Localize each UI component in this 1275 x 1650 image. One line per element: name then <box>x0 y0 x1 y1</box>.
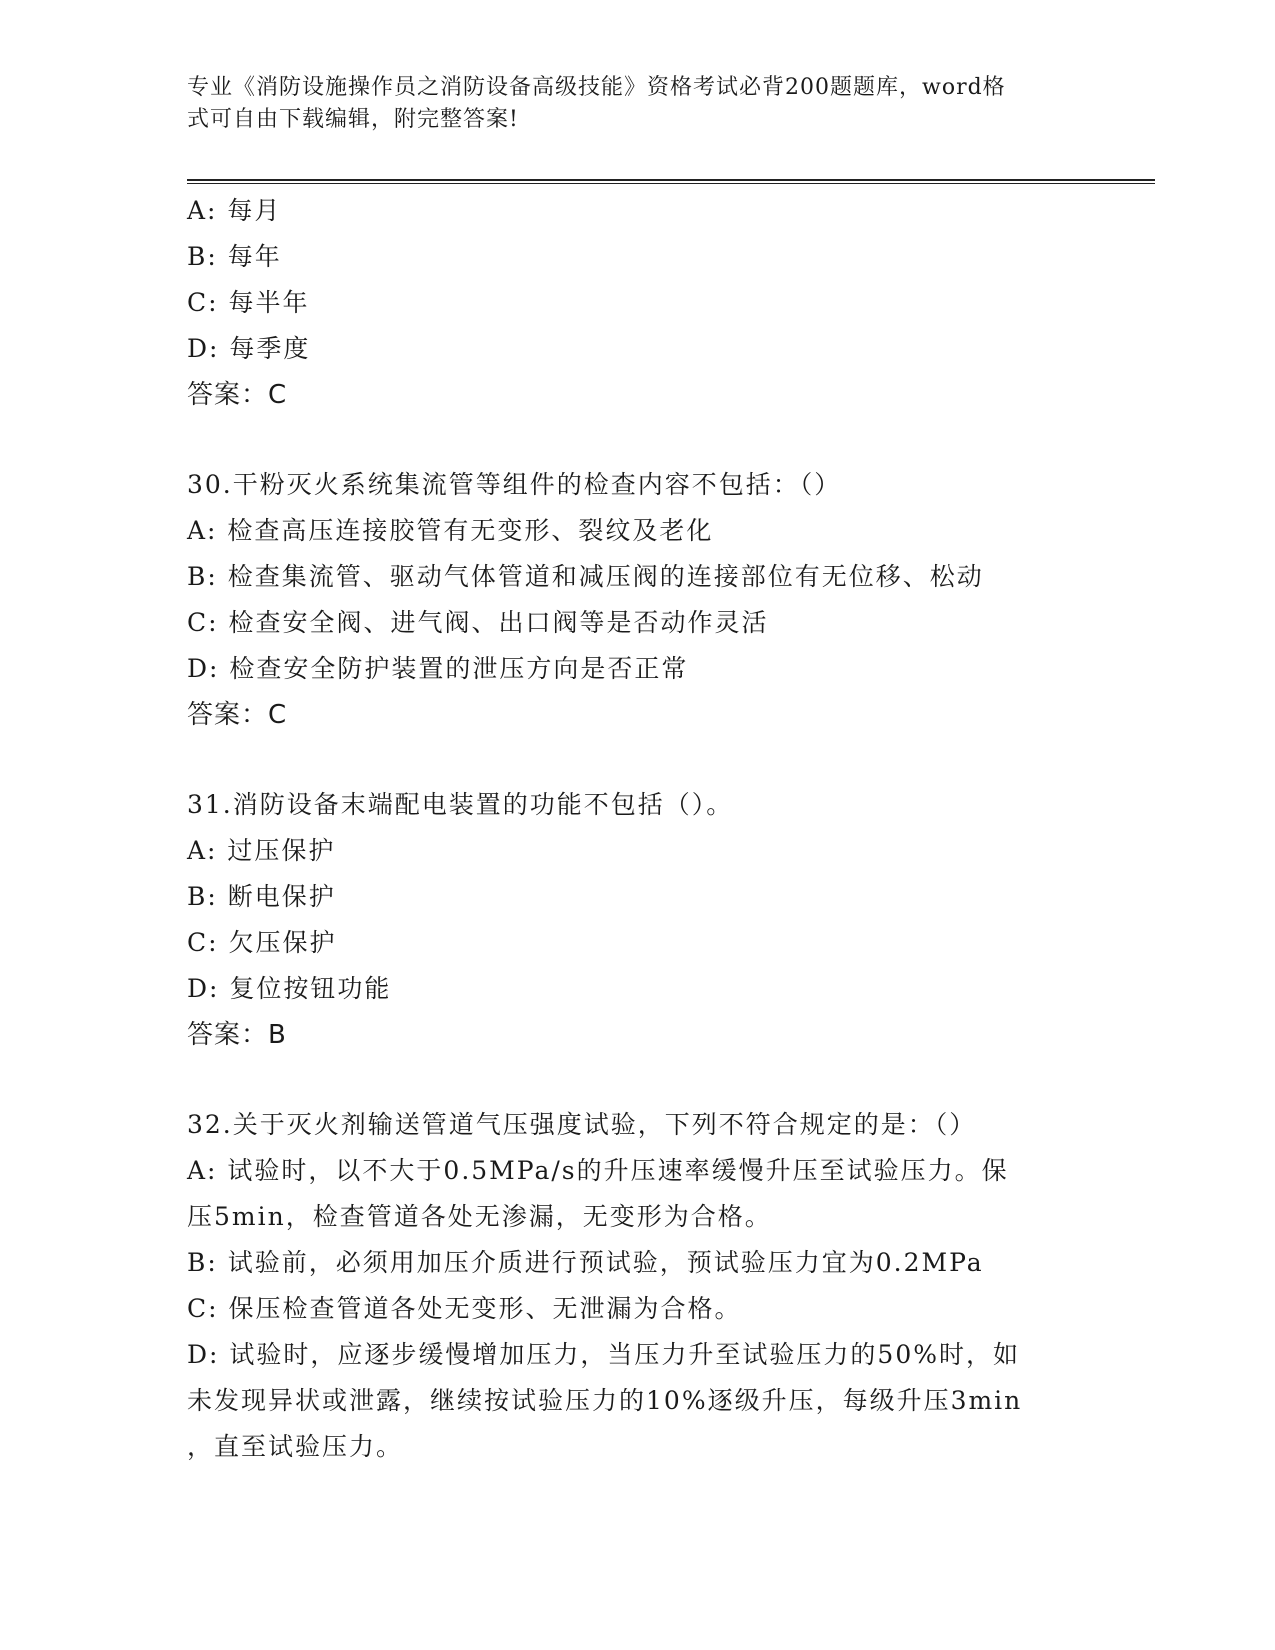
question-30-option-c: C: 检查安全阀、进气阀、出口阀等是否动作灵活 <box>187 608 769 637</box>
question-30-text: 30.干粉灭火系统集流管等组件的检查内容不包括：（） <box>187 470 842 499</box>
document-header <box>187 72 1047 136</box>
question-32-option-a-line-1: A: 试验时，以不大于0.5MPa/s的升压速率缓慢升压至试验压力。保 <box>187 1156 1009 1185</box>
question-31-option-a: A: 过压保护 <box>187 836 336 865</box>
question-29-option-b: B: 每年 <box>187 242 282 271</box>
question-30-answer: 答案：C <box>187 700 288 730</box>
question-31-block <box>187 782 1067 1058</box>
question-29-block <box>187 188 1067 418</box>
spacer <box>187 418 1067 462</box>
question-30-option-b: B: 检查集流管、驱动气体管道和减压阀的连接部位有无位移、松动 <box>187 562 984 591</box>
spacer <box>187 738 1067 782</box>
question-31-option-b: B: 断电保护 <box>187 882 336 911</box>
header-line-2: 式可自由下载编辑，附完整答案! <box>187 107 519 132</box>
question-31-text: 31.消防设备末端配电装置的功能不包括（）。 <box>187 790 734 819</box>
question-29-option-c: C: 每半年 <box>187 288 310 317</box>
header-divider <box>187 179 1155 184</box>
question-29-answer: 答案：C <box>187 380 288 410</box>
question-32-option-d-line-1: D: 试验时，应逐步缓慢增加压力，当压力升至试验压力的50%时，如 <box>187 1340 1020 1369</box>
question-32-option-a-line-2: 压5min，检查管道各处无渗漏，无变形为合格。 <box>187 1202 772 1231</box>
question-31-answer: 答案：B <box>187 1020 287 1050</box>
question-29-option-a: A: 每月 <box>187 196 282 225</box>
question-30-option-a: A: 检查高压连接胶管有无变形、裂纹及老化 <box>187 516 714 545</box>
question-30-option-d: D: 检查安全防护装置的泄压方向是否正常 <box>187 654 689 683</box>
question-32-option-b: B: 试验前，必须用加压介质进行预试验，预试验压力宜为0.2MPa <box>187 1248 984 1277</box>
question-32-text: 32.关于灭火剂输送管道气压强度试验，下列不符合规定的是：（） <box>187 1110 977 1139</box>
question-32-option-d-line-2: 未发现异状或泄露，继续按试验压力的10%逐级升压，每级升压3min <box>187 1386 1023 1415</box>
header-line-1: 专业《消防设施操作员之消防设备高级技能》资格考试必背200题题库，word格 <box>187 75 1006 100</box>
question-list <box>187 188 1067 1470</box>
question-29-option-d: D: 每季度 <box>187 334 311 363</box>
spacer <box>187 1058 1067 1102</box>
question-31-option-d: D: 复位按钮功能 <box>187 974 392 1003</box>
question-32-option-d-line-3: ，直至试验压力。 <box>187 1432 404 1461</box>
question-31-option-c: C: 欠压保护 <box>187 928 337 957</box>
question-32-block <box>187 1102 1067 1470</box>
question-32-option-c: C: 保压检查管道各处无变形、无泄漏为合格。 <box>187 1294 742 1323</box>
question-30-block <box>187 462 1067 738</box>
